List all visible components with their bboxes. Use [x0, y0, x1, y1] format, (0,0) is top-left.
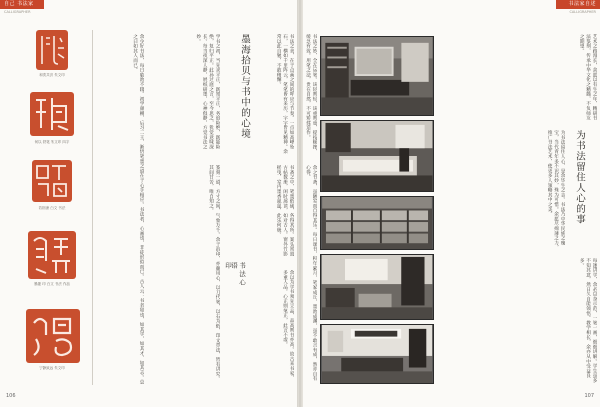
photo-image-1: [321, 37, 433, 115]
photo-image-3: [321, 197, 433, 249]
column-rule: [92, 30, 93, 385]
photo-study-corner: [320, 36, 434, 116]
seal-caption-1: 和衷共济 朱文印: [39, 73, 65, 77]
seal-carving-4: [28, 231, 76, 279]
photo-image-4: [321, 255, 433, 319]
seal-caption-3: 若拙斋 白文 书法: [38, 206, 66, 210]
right-header-subtitle: CALLIGRAPHER: [569, 10, 596, 14]
left-header-tab: [0, 0, 44, 9]
right-header-title: 书法家自述: [568, 1, 596, 7]
text-column-mid-c: 余以为学书须先立品，品高则书亦高。故古来书家，多重人品。心正则笔正，此言不虚。: [282, 270, 294, 381]
photo-image-5: [321, 325, 433, 383]
seal-carving-3: [32, 160, 72, 202]
photo-image-2: [321, 121, 433, 191]
seal-carving-5: [26, 309, 80, 363]
text-column-right-a: 艺术之路漫长，余愿以有生之年，精研书法篆刻，传承中华文化之精髓，不负师友之期望。: [579, 34, 597, 121]
text-column-mid-a: 书法之美，在于点画之间的呼应与节奏。一点如高峰坠石，一横如千里阵云，笔笔皆有来历，字字皆见精神。余常以此自勉，不敢稍懈。: [276, 34, 294, 154]
text-column-left-a: 余少好书法，每日临池不辍。初学颜柳，后习二王，渐悟笔墨之道在于心手相应。书法者，心画也，非徒形似而已。古人云：书者如也，如其学，如其才，如其志。总之曰如其人而已。: [132, 34, 144, 385]
photo-desk-shelves: [320, 120, 434, 192]
seal-image-5: [26, 309, 80, 363]
right-header-tab: [556, 0, 600, 9]
section-heading-right: 为书法留住人心的事: [574, 130, 585, 225]
seal-caption-5: 宁静致远 朱文印: [39, 366, 65, 370]
article-title: 墨海拾贝与书中的心境: [239, 34, 250, 139]
seal-image-2: [30, 92, 74, 136]
text-column-mid-d: 书法之妙，全在运笔。该轻则轻，该重则重，提按顿挫，缓急有致。用笔之法，贵在自然，不可矫揉造作。: [305, 34, 317, 154]
seal-caption-2: 何以 铁笔 朱文印 四字: [34, 140, 70, 144]
section-mark: 印: [224, 262, 232, 271]
seal-image-1: [36, 30, 68, 70]
text-column-mid-e: 余之书斋，虽陋室而自得其乐。每日课书，积年累月，笔冢成丘，墨池成渊，虽不敢言有成，然亦自有心得。: [305, 165, 317, 381]
text-column-left-b: 学书之初，当先求平正，既知平正，务追险绝，既能险绝，复归平正。此孙过庭之言，至今思之，犹觉意味深长。每当夜深人静，展纸研墨，心神俱静，方觉书法之妙。: [195, 34, 220, 150]
seal-image-3: [32, 160, 72, 202]
photo-living-room: [320, 254, 434, 320]
left-header-subtitle: CALLIGRAPHER: [4, 10, 31, 14]
text-column-left-c: 篆刻一道，方寸之间，气象万千。余于治印，亦颇用心，以刀代笔，以石为纸，印文章法，皆有讲究。其间甘苦，唯自知之。: [208, 165, 220, 381]
text-column-right-b: 为书法留住人心，是余毕生之志。书法乃中华民族之瑰宝，当代青年多不识其妙，殊为可惜。余愿尽绵薄之力，推广书法艺术，使更多人领略其中之美。: [547, 130, 565, 250]
text-column-mid-b: 书斋之中，笔墨纸砚，各得其所。案头常置古帖数册，闲时展读，如对古人。窗外竹影摇曳，室内墨香氤氲，此乐何极。: [276, 165, 294, 257]
section-heading-one: 书法心语: [230, 262, 246, 288]
right-page-number: 107: [584, 393, 594, 399]
seal-carving-1: [36, 30, 68, 70]
photo-bookshelves: [320, 196, 434, 250]
photo-home-study: [320, 324, 434, 384]
left-page: [0, 0, 298, 407]
seal-caption-4: 墨趣 印 白文 书法 作品: [34, 282, 70, 286]
seal-carving-2: [30, 92, 74, 136]
left-header-title: 自己 书法家: [4, 1, 34, 7]
left-page-number: 106: [6, 393, 16, 399]
text-column-right-c: 每逢讲学，余必以身示范，一笔一画，细细讲解。学生虽多不知其意，然日久自能领悟。教学相长，余亦从中受益良多。: [579, 258, 597, 383]
seal-image-4: [28, 231, 76, 279]
